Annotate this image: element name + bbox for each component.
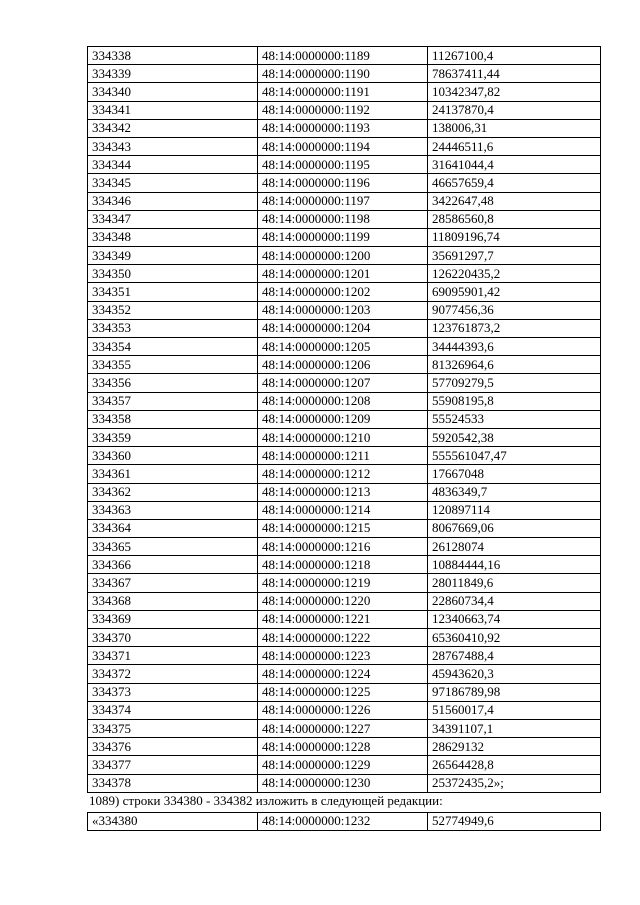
row-number-cell: 334345 bbox=[88, 174, 258, 192]
cadastral-number-cell: 48:14:0000000:1224 bbox=[258, 665, 428, 683]
table-row bbox=[88, 719, 601, 737]
table-row bbox=[88, 174, 601, 192]
table-row bbox=[88, 610, 601, 628]
row-number-cell: 334356 bbox=[88, 374, 258, 392]
cadastral-number-cell: 48:14:0000000:1202 bbox=[258, 283, 428, 301]
table-row bbox=[88, 556, 601, 574]
value-cell: 97186789,98 bbox=[428, 683, 601, 701]
value-cell: 123761873,2 bbox=[428, 319, 601, 337]
cadastral-number-cell: 48:14:0000000:1209 bbox=[258, 410, 428, 428]
value-cell: 65360410,92 bbox=[428, 629, 601, 647]
cadastral-number-cell: 48:14:0000000:1193 bbox=[258, 119, 428, 137]
amendment-instruction: 1089) строки 334380 - 334382 изложить в следующей редакции: bbox=[89, 792, 443, 808]
cadastral-number-cell: 48:14:0000000:1229 bbox=[258, 756, 428, 774]
value-cell: 8067669,06 bbox=[428, 519, 601, 537]
row-number-cell: 334338 bbox=[88, 47, 258, 65]
row-number-cell: 334362 bbox=[88, 483, 258, 501]
cadastral-number-cell: 48:14:0000000:1227 bbox=[258, 719, 428, 737]
table-row bbox=[88, 301, 601, 319]
amendment-table-top bbox=[87, 46, 601, 793]
table-row bbox=[88, 519, 601, 537]
cadastral-number-cell: 48:14:0000000:1215 bbox=[258, 519, 428, 537]
cadastral-number-cell: 48:14:0000000:1192 bbox=[258, 101, 428, 119]
row-number-cell: 334350 bbox=[88, 265, 258, 283]
cadastral-number-cell: 48:14:0000000:1196 bbox=[258, 174, 428, 192]
cadastral-number-cell: 48:14:0000000:1232 bbox=[258, 812, 428, 830]
cadastral-number-cell: 48:14:0000000:1204 bbox=[258, 319, 428, 337]
row-number-cell: 334346 bbox=[88, 192, 258, 210]
cadastral-number-cell: 48:14:0000000:1221 bbox=[258, 610, 428, 628]
value-cell: 3422647,48 bbox=[428, 192, 601, 210]
amendment-table-bottom bbox=[87, 812, 601, 831]
table-row bbox=[88, 156, 601, 174]
value-cell: 52774949,6 bbox=[428, 812, 601, 830]
value-cell: 26128074 bbox=[428, 538, 601, 556]
row-number-cell: 334359 bbox=[88, 428, 258, 446]
table-row bbox=[88, 210, 601, 228]
cadastral-number-cell: 48:14:0000000:1225 bbox=[258, 683, 428, 701]
value-cell: 24137870,4 bbox=[428, 101, 601, 119]
value-cell: 22860734,4 bbox=[428, 592, 601, 610]
table-row bbox=[88, 665, 601, 683]
cadastral-number-cell: 48:14:0000000:1212 bbox=[258, 465, 428, 483]
row-number-cell: 334344 bbox=[88, 156, 258, 174]
table-row bbox=[88, 101, 601, 119]
table-row bbox=[88, 392, 601, 410]
row-number-cell: 334352 bbox=[88, 301, 258, 319]
value-cell: 12340663,74 bbox=[428, 610, 601, 628]
cadastral-number-cell: 48:14:0000000:1207 bbox=[258, 374, 428, 392]
table-row bbox=[88, 483, 601, 501]
cadastral-number-cell: 48:14:0000000:1211 bbox=[258, 447, 428, 465]
row-number-cell: 334371 bbox=[88, 647, 258, 665]
table-row bbox=[88, 501, 601, 519]
cadastral-number-cell: 48:14:0000000:1199 bbox=[258, 228, 428, 246]
cadastral-number-cell: 48:14:0000000:1198 bbox=[258, 210, 428, 228]
table-row bbox=[88, 647, 601, 665]
cadastral-number-cell: 48:14:0000000:1213 bbox=[258, 483, 428, 501]
table-row bbox=[88, 338, 601, 356]
row-number-cell: 334341 bbox=[88, 101, 258, 119]
cadastral-number-cell: 48:14:0000000:1230 bbox=[258, 774, 428, 792]
row-number-cell: 334373 bbox=[88, 683, 258, 701]
table-row bbox=[88, 447, 601, 465]
table-row bbox=[88, 283, 601, 301]
table-row bbox=[88, 319, 601, 337]
row-number-cell: 334376 bbox=[88, 738, 258, 756]
table-row bbox=[88, 592, 601, 610]
cadastral-number-cell: 48:14:0000000:1228 bbox=[258, 738, 428, 756]
table-row bbox=[88, 812, 601, 830]
value-cell: 28629132 bbox=[428, 738, 601, 756]
row-number-cell: 334369 bbox=[88, 610, 258, 628]
cadastral-number-cell: 48:14:0000000:1216 bbox=[258, 538, 428, 556]
table-row bbox=[88, 701, 601, 719]
row-number-cell: 334343 bbox=[88, 137, 258, 155]
table-row bbox=[88, 428, 601, 446]
cadastral-number-cell: 48:14:0000000:1200 bbox=[258, 247, 428, 265]
value-cell: 25372435,2»; bbox=[428, 774, 601, 792]
row-number-cell: 334347 bbox=[88, 210, 258, 228]
value-cell: 81326964,6 bbox=[428, 356, 601, 374]
value-cell: 55524533 bbox=[428, 410, 601, 428]
table-row bbox=[88, 83, 601, 101]
table-row bbox=[88, 410, 601, 428]
value-cell: 34391107,1 bbox=[428, 719, 601, 737]
table-row bbox=[88, 247, 601, 265]
row-number-cell: 334365 bbox=[88, 538, 258, 556]
table-row bbox=[88, 574, 601, 592]
value-cell: 10884444,16 bbox=[428, 556, 601, 574]
cadastral-number-cell: 48:14:0000000:1203 bbox=[258, 301, 428, 319]
row-number-cell: 334363 bbox=[88, 501, 258, 519]
cadastral-number-cell: 48:14:0000000:1222 bbox=[258, 629, 428, 647]
row-number-cell: 334370 bbox=[88, 629, 258, 647]
row-number-cell: 334357 bbox=[88, 392, 258, 410]
row-number-cell: 334349 bbox=[88, 247, 258, 265]
table-row bbox=[88, 228, 601, 246]
cadastral-number-cell: 48:14:0000000:1190 bbox=[258, 65, 428, 83]
value-cell: 17667048 bbox=[428, 465, 601, 483]
value-cell: 55908195,8 bbox=[428, 392, 601, 410]
table-row bbox=[88, 192, 601, 210]
value-cell: 11809196,74 bbox=[428, 228, 601, 246]
value-cell: 5920542,38 bbox=[428, 428, 601, 446]
value-cell: 26564428,8 bbox=[428, 756, 601, 774]
value-cell: 138006,31 bbox=[428, 119, 601, 137]
cadastral-number-cell: 48:14:0000000:1214 bbox=[258, 501, 428, 519]
row-number-cell: 334375 bbox=[88, 719, 258, 737]
row-number-cell: 334377 bbox=[88, 756, 258, 774]
table-row bbox=[88, 356, 601, 374]
row-number-cell: 334348 bbox=[88, 228, 258, 246]
cadastral-number-cell: 48:14:0000000:1197 bbox=[258, 192, 428, 210]
cadastral-number-cell: 48:14:0000000:1208 bbox=[258, 392, 428, 410]
value-cell: 69095901,42 bbox=[428, 283, 601, 301]
table-row bbox=[88, 265, 601, 283]
cadastral-number-cell: 48:14:0000000:1205 bbox=[258, 338, 428, 356]
document-page bbox=[87, 46, 600, 831]
row-number-cell: 334368 bbox=[88, 592, 258, 610]
value-cell: 126220435,2 bbox=[428, 265, 601, 283]
row-number-cell: 334374 bbox=[88, 701, 258, 719]
cadastral-number-cell: 48:14:0000000:1195 bbox=[258, 156, 428, 174]
value-cell: 28586560,8 bbox=[428, 210, 601, 228]
table-row bbox=[88, 137, 601, 155]
row-number-cell: 334353 bbox=[88, 319, 258, 337]
table-row bbox=[88, 774, 601, 792]
value-cell: 11267100,4 bbox=[428, 47, 601, 65]
table-row bbox=[88, 47, 601, 65]
row-number-cell: 334372 bbox=[88, 665, 258, 683]
table-row bbox=[88, 465, 601, 483]
value-cell: 4836349,7 bbox=[428, 483, 601, 501]
cadastral-number-cell: 48:14:0000000:1218 bbox=[258, 556, 428, 574]
row-number-cell: 334366 bbox=[88, 556, 258, 574]
row-number-cell: 334360 bbox=[88, 447, 258, 465]
cadastral-number-cell: 48:14:0000000:1210 bbox=[258, 428, 428, 446]
cadastral-number-cell: 48:14:0000000:1191 bbox=[258, 83, 428, 101]
value-cell: 78637411,44 bbox=[428, 65, 601, 83]
cadastral-number-cell: 48:14:0000000:1226 bbox=[258, 701, 428, 719]
table-row bbox=[88, 683, 601, 701]
table-row bbox=[88, 119, 601, 137]
value-cell: 120897114 bbox=[428, 501, 601, 519]
value-cell: 24446511,6 bbox=[428, 137, 601, 155]
cadastral-number-cell: 48:14:0000000:1206 bbox=[258, 356, 428, 374]
row-number-cell: 334355 bbox=[88, 356, 258, 374]
cadastral-number-cell: 48:14:0000000:1219 bbox=[258, 574, 428, 592]
table-row bbox=[88, 374, 601, 392]
table-row bbox=[88, 756, 601, 774]
value-cell: 31641044,4 bbox=[428, 156, 601, 174]
value-cell: 35691297,7 bbox=[428, 247, 601, 265]
row-number-cell: 334339 bbox=[88, 65, 258, 83]
row-number-cell: 334378 bbox=[88, 774, 258, 792]
row-number-cell: «334380 bbox=[88, 812, 258, 830]
row-number-cell: 334351 bbox=[88, 283, 258, 301]
value-cell: 28767488,4 bbox=[428, 647, 601, 665]
cadastral-number-cell: 48:14:0000000:1194 bbox=[258, 137, 428, 155]
value-cell: 34444393,6 bbox=[428, 338, 601, 356]
value-cell: 57709279,5 bbox=[428, 374, 601, 392]
cadastral-number-cell: 48:14:0000000:1201 bbox=[258, 265, 428, 283]
cadastral-number-cell: 48:14:0000000:1223 bbox=[258, 647, 428, 665]
row-number-cell: 334358 bbox=[88, 410, 258, 428]
table-row bbox=[88, 65, 601, 83]
table-row bbox=[88, 738, 601, 756]
cadastral-number-cell: 48:14:0000000:1189 bbox=[258, 47, 428, 65]
value-cell: 45943620,3 bbox=[428, 665, 601, 683]
value-cell: 46657659,4 bbox=[428, 174, 601, 192]
table-row bbox=[88, 538, 601, 556]
value-cell: 9077456,36 bbox=[428, 301, 601, 319]
cadastral-number-cell: 48:14:0000000:1220 bbox=[258, 592, 428, 610]
value-cell: 51560017,4 bbox=[428, 701, 601, 719]
table-row bbox=[88, 629, 601, 647]
value-cell: 10342347,82 bbox=[428, 83, 601, 101]
value-cell: 555561047,47 bbox=[428, 447, 601, 465]
row-number-cell: 334364 bbox=[88, 519, 258, 537]
row-number-cell: 334340 bbox=[88, 83, 258, 101]
row-number-cell: 334361 bbox=[88, 465, 258, 483]
row-number-cell: 334342 bbox=[88, 119, 258, 137]
row-number-cell: 334354 bbox=[88, 338, 258, 356]
value-cell: 28011849,6 bbox=[428, 574, 601, 592]
row-number-cell: 334367 bbox=[88, 574, 258, 592]
